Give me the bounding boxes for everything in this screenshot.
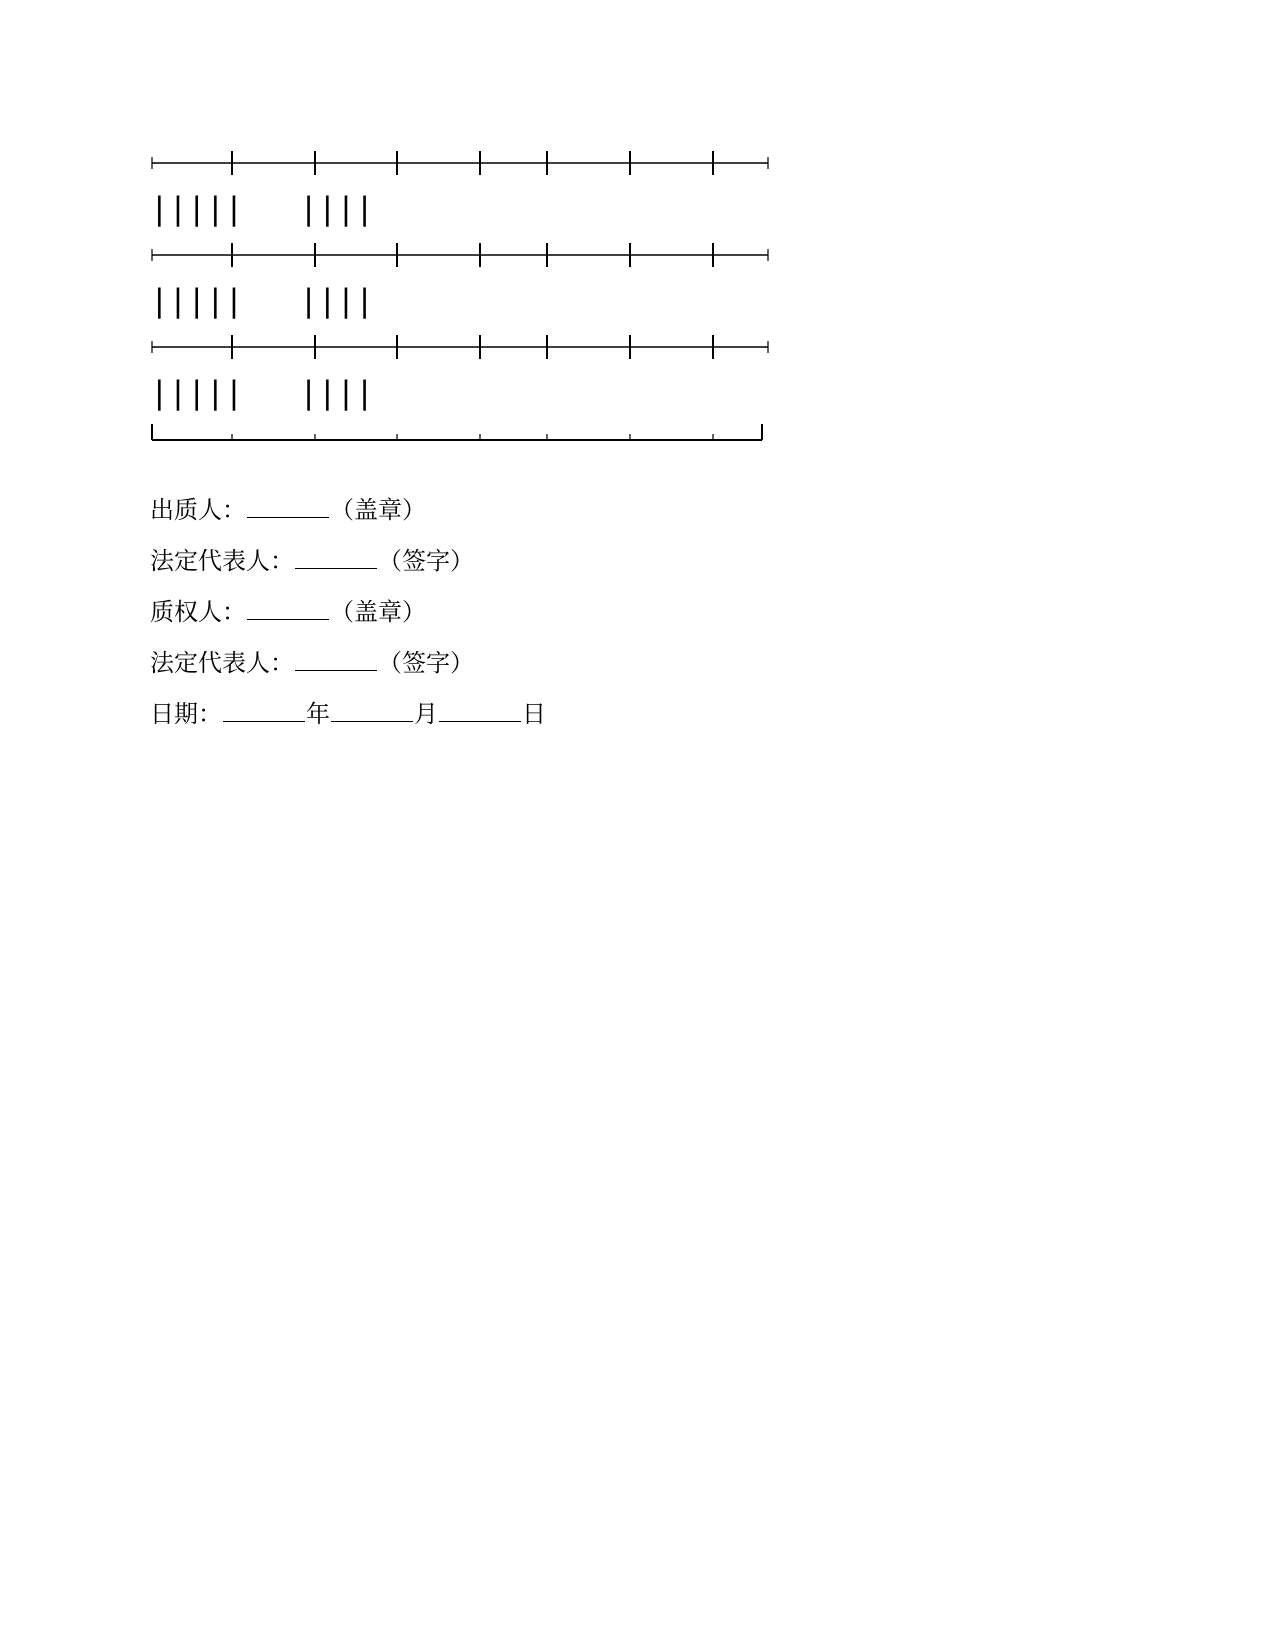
pledgee-line xyxy=(150,587,1050,638)
table-row-bars: ||||| |||| xyxy=(150,283,374,319)
table-bottom-border xyxy=(150,416,770,462)
pledgor-rep-blank[interactable] xyxy=(295,548,377,569)
pledgee-blank[interactable] xyxy=(247,599,329,620)
divider-line-graphic xyxy=(150,324,770,370)
year-label: 年 xyxy=(306,700,330,728)
table-divider-line xyxy=(150,140,770,186)
pledgee-rep-blank[interactable] xyxy=(295,650,377,671)
pledgor-rep-suffix: （签字） xyxy=(378,547,474,575)
divider-line-graphic xyxy=(150,232,770,278)
month-blank[interactable] xyxy=(331,701,413,722)
pledgor-rep-label: 法定代表人： xyxy=(150,547,294,575)
pledgor-line xyxy=(150,485,1050,536)
pledgee-representative-line xyxy=(150,638,1050,689)
pledgee-rep-suffix: （签字） xyxy=(378,649,474,677)
pledgor-blank[interactable] xyxy=(247,497,329,518)
pledgee-suffix: （盖章） xyxy=(330,598,426,626)
year-blank[interactable] xyxy=(223,701,305,722)
table-divider-line xyxy=(150,324,770,370)
date-line xyxy=(150,689,1050,740)
signature-block xyxy=(150,485,1050,740)
divider-line-graphic xyxy=(150,140,770,186)
month-label: 月 xyxy=(414,700,438,728)
pledgor-label: 出质人： xyxy=(150,496,246,524)
pledgee-rep-label: 法定代表人： xyxy=(150,649,294,677)
pledgee-label: 质权人： xyxy=(150,598,246,626)
table-divider-line xyxy=(150,232,770,278)
ascii-table xyxy=(150,140,770,462)
day-blank[interactable] xyxy=(439,701,521,722)
bottom-border-graphic xyxy=(150,416,770,462)
pledgor-suffix: （盖章） xyxy=(330,496,426,524)
date-label: 日期： xyxy=(150,700,222,728)
pledgor-representative-line xyxy=(150,536,1050,587)
table-row-bars: ||||| |||| xyxy=(150,375,374,411)
day-label: 日 xyxy=(522,700,546,728)
table-row-bars: ||||| |||| xyxy=(150,191,374,227)
